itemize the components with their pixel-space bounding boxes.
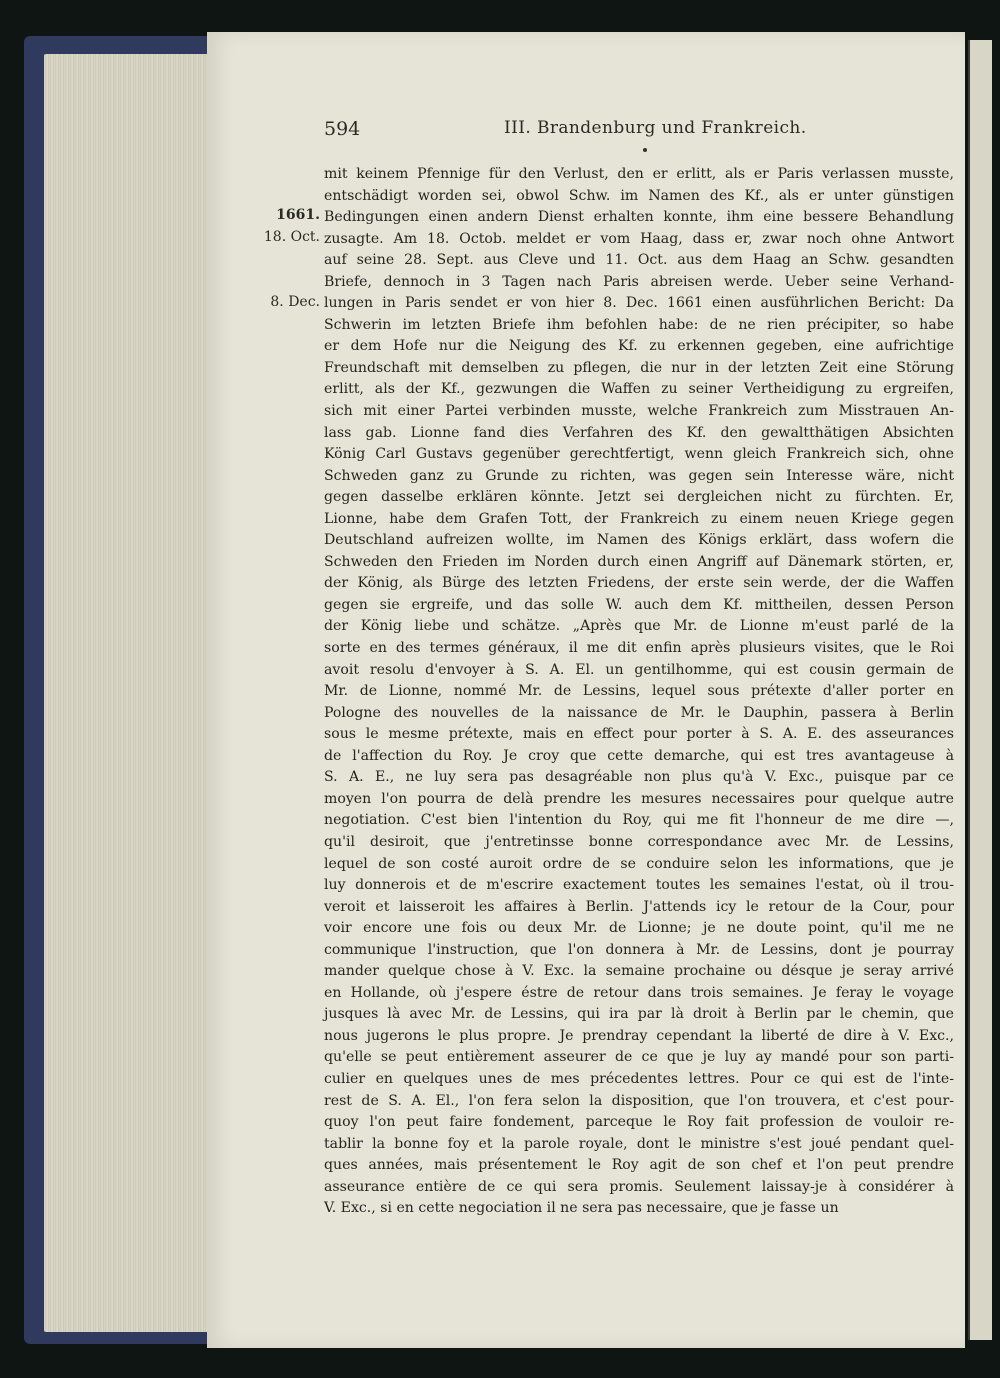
- text-line: tablir la bonne foy et la parole royale, dont le ministre s'est joué pendant quel-: [324, 1135, 954, 1152]
- facing-page-edge: [968, 40, 992, 1340]
- text-line: communique l'instruction, que l'on donnera à Mr. de Lessins, dont je pourray: [324, 941, 954, 958]
- text-line: voir encore une fois ou deux Mr. de Lionne; je ne doute point, qu'il me ne: [324, 920, 954, 937]
- running-title: III. Brandenburg und Frankreich.: [504, 118, 807, 138]
- text-line: en Hollande, où j'espere éstre de retour dans trois semaines. Je feray le voyage: [324, 984, 954, 1001]
- printer-mark: [643, 148, 647, 152]
- text-line: V. Exc., si en cette negociation il ne sera pas necessaire, que je fasse un: [324, 1200, 839, 1217]
- text-line: Pologne des nouvelles de la naissance de Mr. le Dauphin, passera à Berlin: [324, 704, 954, 721]
- text-line: de l'affection du Roy. Je croy que cette demarche, qui est tres avantageuse à: [324, 747, 954, 764]
- margin-note-date: 8. Dec.: [270, 294, 320, 310]
- margin-note-date: 18. Oct.: [263, 229, 320, 245]
- text-line: S. A. E., ne luy sera pas desagréable non plus qu'à V. Exc., puisque par ce: [324, 769, 954, 786]
- text-line: lass gab. Lionne fand dies Verfahren des Kf. den gewaltthätigen Absichten: [324, 424, 954, 441]
- text-line: Schwerin im letzten Briefe ihm befohlen habe: de ne rien précipiter, so habe: [324, 316, 954, 333]
- text-line: auf seine 28. Sept. aus Cleve und 11. Oct. aus dem Haag an Schw. gesandten: [324, 252, 954, 269]
- text-line: sich mit einer Partei verbinden musste, welche Frankreich zum Misstrauen An-: [324, 403, 954, 420]
- text-line: Schweden den Frieden im Norden durch einen Angriff auf Dänemark störten, er,: [324, 553, 954, 570]
- text-line: culier en quelques unes de mes précedentes lettres. Pour ce qui est de l'inte-: [324, 1070, 954, 1087]
- text-line: asseurance entière de ce qui sera promis. Seulement laissay-je à considérer à: [324, 1178, 954, 1195]
- text-line: gegen dasselbe erklären könnte. Jetzt sei dergleichen nicht zu fürchten. Er,: [324, 489, 954, 506]
- text-line: jusques là avec Mr. de Lessins, qui ira par là droit à Berlin par le chemin, que: [324, 1006, 954, 1023]
- text-line: mander quelque chose à V. Exc. la semaine prochaine ou désque je seray arrivé: [324, 963, 954, 980]
- text-line: König Carl Gustavs gegenüber gerechtfertigt, wenn gleich Frankreich sich, ohne: [324, 446, 954, 463]
- text-line: avoit resolu d'envoyer à S. A. El. un gentilhomme, qui est cousin germain de: [324, 661, 954, 678]
- text-line: Freundschaft mit demselben zu pflegen, die nur in der letzten Zeit eine Störung: [324, 359, 954, 376]
- text-line: Mr. de Lionne, nommé Mr. de Lessins, lequel sous prétexte d'aller porter en: [324, 683, 954, 700]
- text-line: lungen in Paris sendet er von hier 8. Dec. 1661 einen ausführlichen Bericht: Da: [324, 295, 954, 312]
- text-line: veroit et laisseroit les affaires à Berlin. J'attends icy le retour de la Cour, pour: [324, 898, 954, 915]
- text-line: Deutschland aufreizen wollte, im Namen des Königs erklärt, dass wofern die: [324, 532, 954, 549]
- text-line: quoy l'on peut faire fondement, parceque le Roy fait profession de vouloir re-: [324, 1114, 954, 1131]
- text-line: der König liebe und schätze. „Après que Mr. de Lionne m'eust parlé de la: [324, 618, 954, 635]
- text-line: luy donnerois et de m'escrire exactement toutes les semaines l'estat, où il trou-: [324, 877, 954, 894]
- page-number: 594: [324, 118, 361, 140]
- text-line: Bedingungen einen andern Dienst erhalten konnte, ihm eine bessere Behandlung: [324, 209, 954, 226]
- page-edges: [44, 54, 219, 1332]
- text-line: er dem Hofe nur die Neigung des Kf. zu erkennen gegeben, eine aufrichtige: [324, 338, 954, 355]
- text-line: Lionne, habe dem Grafen Tott, der Frankreich zu einem neuen Kriege gegen: [324, 510, 954, 527]
- book-page: [207, 32, 965, 1348]
- text-line: qu'il desiroit, que j'entretinsse bonne correspondance avec Mr. de Lessins,: [324, 833, 954, 850]
- text-line: moyen l'on pourra de delà prendre les mesures necessaires pour quelque autre: [324, 790, 954, 807]
- text-line: erlitt, als der Kf., gezwungen die Waffen zu seiner Vertheidigung zu ergreifen,: [324, 381, 954, 398]
- text-line: entschädigt worden sei, obwol Schw. im Namen des Kf., als er unter günstigen: [324, 187, 954, 204]
- margin-note-year: 1661.: [276, 207, 320, 223]
- text-line: lequel de son costé auroit ordre de se conduire selon les informations, que je: [324, 855, 954, 872]
- text-line: Schweden ganz zu Grunde zu richten, was gegen sein Interesse wäre, nicht: [324, 467, 954, 484]
- text-line: mit keinem Pfennige für den Verlust, den er erlitt, als er Paris verlassen musste,: [324, 166, 954, 182]
- text-line: sorte en des termes généraux, il me dit enfin après plusieurs visites, que le Roi: [324, 640, 954, 657]
- text-line: Briefe, dennoch in 3 Tagen nach Paris abreisen werde. Ueber seine Verhand-: [324, 273, 954, 290]
- text-line: der König, als Bürge des letzten Friedens, der erste sein werde, der die Waffen: [324, 575, 954, 592]
- text-line: gegen sie ergreife, und das solle W. auch dem Kf. mittheilen, dessen Person: [324, 596, 954, 613]
- text-line: rest de S. A. El., l'on fera selon la disposition, que l'on trouvera, et c'est pour-: [324, 1092, 954, 1109]
- text-line: negotiation. C'est bien l'intention du Roy, qui me fit l'honneur de me dire —,: [324, 812, 954, 829]
- text-line: zusagte. Am 18. Octob. meldet er vom Haag, dass er, zwar noch ohne Antwort: [324, 230, 954, 247]
- text-line: qu'elle se peut entièrement asseurer de ce que je luy ay mandé pour son parti-: [324, 1049, 954, 1066]
- text-line: sous le mesme prétexte, mais en effect pour porter à S. A. E. des asseurances: [324, 726, 954, 743]
- page-header: [324, 118, 924, 148]
- body-text: [324, 164, 954, 1220]
- text-line: nous jugerons le plus propre. Je prendray cependant la liberté de dire à V. Exc.,: [324, 1027, 954, 1044]
- text-line: ques années, mais présentement le Roy agit de son chef et l'on peut prendre: [324, 1157, 954, 1174]
